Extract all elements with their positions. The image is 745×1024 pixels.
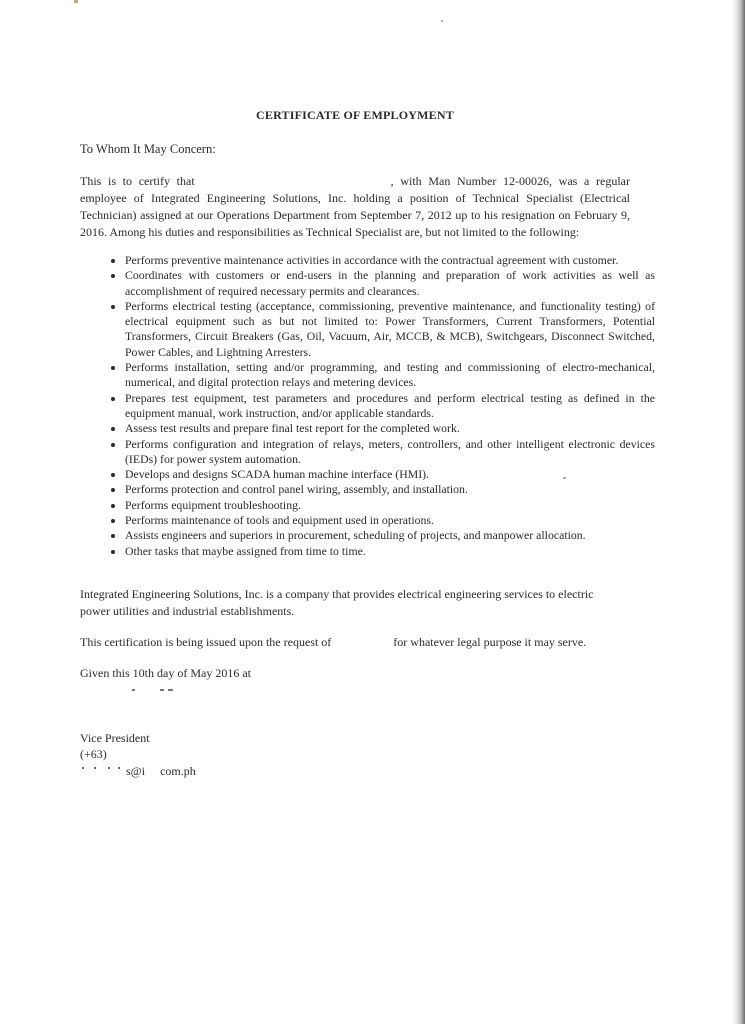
scan-mark: [74, 0, 78, 3]
list-item: • Performs protection and control panel wiring, assembly, and installation.: [125, 482, 655, 497]
certification-purpose: [80, 634, 620, 651]
redacted-email-marks: [80, 767, 126, 775]
intro-paragraph: [80, 173, 630, 241]
signatory-position: Vice President: [80, 731, 150, 745]
list-item: • Prepares test equipment, test parameters and procedures and perform electrical testing as defined in the equipment manual, work instruction, and/or applicable standards.: [125, 391, 655, 422]
list-item: • Performs electrical testing (acceptance, commissioning, preventive maintenance, and functionality testing) of electrical equipment such as but not limited to: Power Transformers, Current Transformers, Potential Transformers, Circuit Breakers (Gas, Oil, Vacuum, Air, MCCB, & MCB), Switchgears, Disconnect Switched, Power Cables, and Lightning Arresters.: [125, 299, 655, 360]
certification-rest: for whatever legal purpose it may serve.: [393, 635, 587, 649]
intro-rest: , with Man Number 12-00026, was a regular employee of Integrated Engineering Solutions, Inc. holding a position of Technical Specialist (Electrical Technician) assigned at our Operations Department from September 7, 2012 up to his resignation on February 9, 2016. Among his duties and responsibilities as Technical Specialist are, but not limited to the following:: [80, 174, 630, 239]
list-item: • Coordinates with customers or end-users in the planning and preparation of work activities as well as accomplishment of required necessary permits and clearances.: [125, 268, 655, 299]
list-item: • Other tasks that maybe assigned from time to time.: [125, 544, 655, 559]
scan-edge-shadow: [731, 0, 745, 1024]
list-item: • Develops and designs SCADA human machine interface (HMI).: [125, 467, 655, 482]
company-statement: Integrated Engineering Solutions, Inc. is a company that provides electrical engineering services to electric power utilities and industrial establishments.: [80, 587, 594, 618]
list-item: • Performs equipment troubleshooting.: [125, 498, 655, 513]
intro-lead: This is to certify that: [80, 174, 195, 188]
signatory-email: [80, 764, 196, 779]
greeting: To Whom It May Concern:: [80, 142, 216, 156]
given-date: Given this 10th day of May 2016 at: [80, 666, 251, 680]
signatory-block: [80, 730, 150, 762]
email-part-1: s@i: [126, 764, 146, 778]
list-item: • Performs installation, setting and/or programming, and testing and commissioning of electro-mechanical, numerical, and digital protection relays and metering devices.: [125, 360, 655, 391]
duties-list: [100, 253, 655, 559]
list-item: • Performs maintenance of tools and equipment used in operations.: [125, 513, 655, 528]
list-item: • Assess test results and prepare final test report for the completed work.: [125, 421, 655, 436]
document-title: CERTIFICATE OF EMPLOYMENT: [256, 108, 454, 122]
list-item: • Assists engineers and superiors in procurement, scheduling of projects, and manpower allocation.: [125, 528, 655, 543]
redacted-location-marks: [132, 689, 176, 692]
certification-lead: This certification is being issued upon the request of: [80, 635, 332, 649]
list-item: • Performs preventive maintenance activities in accordance with the contractual agreement with customer.: [125, 253, 655, 268]
signatory-phone: (+63): [80, 747, 107, 761]
list-item: • Performs configuration and integration of relays, meters, controllers, and other intelligent electronic devices (IEDs) for power system automation.: [125, 437, 655, 468]
email-part-2: com.ph: [160, 764, 196, 778]
scan-speck: [441, 20, 443, 22]
